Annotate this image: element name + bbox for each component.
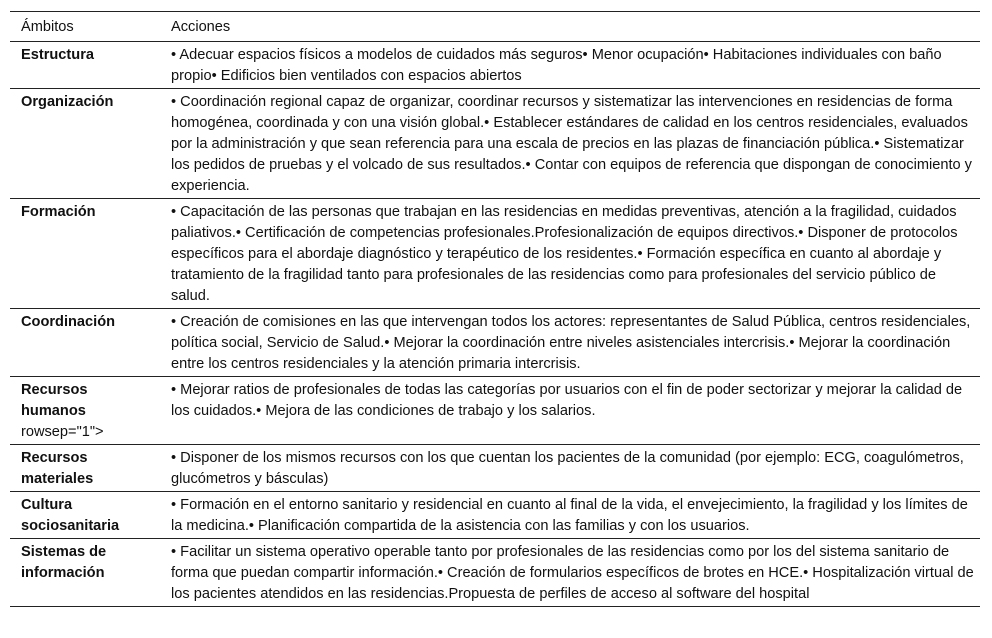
ambito-cell: Coordinación xyxy=(21,314,116,330)
ambito-cell: Organización xyxy=(21,94,114,110)
acciones-cell: • Creación de comisiones en las que intervengan todos los actores: representantes de Salud Pública, centros residenciales, política social, Servicio de Salud.• Mejorar la coordinación entre niveles asistenciales intercrisis.• Mejorar la coordinación entre los centros residenciales y la atención primaria intercrisis. xyxy=(171,314,971,372)
acciones-cell: • Capacitación de las personas que trabajan en las residencias en medidas preventivas, atención a la fragilidad, cuidados paliativos.• Certificación de competencias profesionales.Profesionalización de equipos directivos.• Disponer de protocolos específicos para el abordaje diagnóstico y terapéutico de los residentes.• Formación específica en cuanto al abordaje y tratamiento de la fragilidad tanto para profesionales de las residencias como para profesionales del servicio público de salud. xyxy=(171,204,958,304)
ambito-extra-text: rowsep="1"> xyxy=(21,424,104,440)
ambito-cell: Cultura sociosanitaria xyxy=(21,497,120,534)
table-body xyxy=(10,42,980,607)
acciones-cell: • Adecuar espacios físicos a modelos de cuidados más seguros• Menor ocupación• Habitaciones individuales con baño propio• Edificios bien ventilados con espacios abiertos xyxy=(171,47,942,84)
table-header xyxy=(10,12,980,42)
header-ambitos: Ámbitos xyxy=(21,19,74,35)
ambitos-acciones-table xyxy=(10,11,980,607)
table-row xyxy=(10,539,980,607)
header-row xyxy=(10,12,980,42)
table-row xyxy=(10,89,980,199)
ambito-cell xyxy=(10,377,160,445)
ambito-label: Recursos humanos xyxy=(21,382,88,419)
ambito-cell: Sistemas de información xyxy=(21,544,107,581)
acciones-cell: • Disponer de los mismos recursos con los que cuentan los pacientes de la comunidad (por ejemplo: ECG, coagulómetros, glucómetros y básculas) xyxy=(171,450,964,487)
acciones-cell: • Coordinación regional capaz de organizar, coordinar recursos y sistematizar las intervenciones en residencias de forma homogénea, coordinada y con una visión global.• Establecer estándares de calidad en los centros residenciales, evaluados por la administración y que sean referencia para una escala de precios en las plazas de financiación pública.• Sistematizar los pedidos de pruebas y el volcado de sus resultados.• Contar con equipos de referencia que dispongan de conocimiento y experiencia. xyxy=(171,94,972,194)
table-row xyxy=(10,377,980,445)
table-row xyxy=(10,199,980,309)
ambito-cell: Estructura xyxy=(21,47,94,63)
table-row xyxy=(10,42,980,89)
table-row xyxy=(10,309,980,377)
header-acciones: Acciones xyxy=(171,19,231,35)
ambito-cell: Formación xyxy=(21,204,96,220)
acciones-cell: • Facilitar un sistema operativo operable tanto por profesionales de las residencias como por los del sistema sanitario de forma que puedan compartir información.• Creación de formularios específicos de brotes en HCE.• Hospitalización virtual de los pacientes atendidos en las residencias.Propuesta de perfiles de acceso al software del hospital xyxy=(171,544,974,602)
acciones-cell: • Mejorar ratios de profesionales de todas las categorías por usuarios con el fin de poder sectorizar y mejorar la calidad de los cuidados.• Mejora de las condiciones de trabajo y los salarios. xyxy=(171,382,963,419)
ambito-cell: Recursos materiales xyxy=(21,450,94,487)
table-row xyxy=(10,492,980,539)
table-container xyxy=(10,11,980,607)
table-row xyxy=(10,445,980,492)
acciones-cell: • Formación en el entorno sanitario y residencial en cuanto al final de la vida, el envejecimiento, la fragilidad y los límites de la medicina.• Planificación compartida de la asistencia con las familias y con los usuarios. xyxy=(171,497,968,534)
